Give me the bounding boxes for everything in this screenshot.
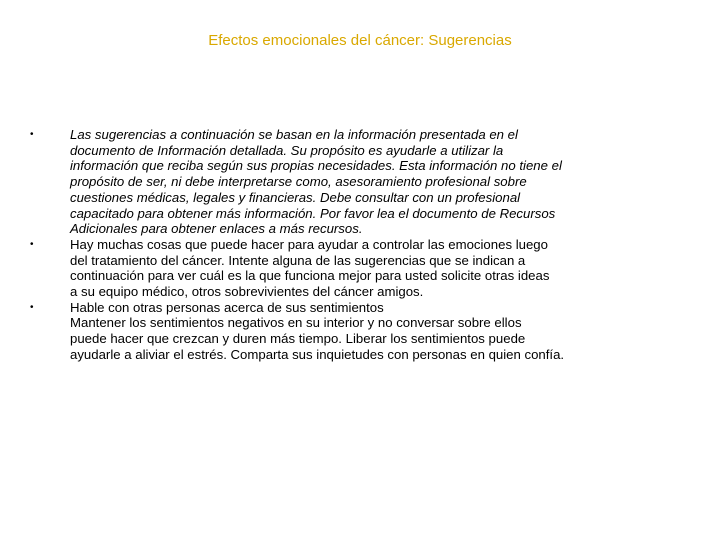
bullet-marker: • [30, 238, 34, 250]
bullet-list [30, 127, 714, 363]
text-line: ayudarle a aliviar el estrés. Comparta sus inquietudes con personas en quien confía. [70, 346, 565, 362]
bullet-item-talk [30, 300, 714, 363]
text-line: a su equipo médico, otros sobrevivientes del cáncer amigos. [70, 284, 424, 300]
bullet-marker: • [30, 301, 34, 313]
text-line: documento de Información detallada. Su propósito es ayudarle a utilizar la [70, 142, 504, 158]
text-line: Adicionales para obtener enlaces a más recursos. [70, 221, 363, 237]
text-line: capacitado para obtener más información. Por favor lea el documento de Recursos [70, 205, 556, 221]
bullet-item-disclaimer [30, 127, 714, 237]
text-line: Hable con otras personas acerca de sus sentimientos [70, 299, 384, 315]
text-line: Hay muchas cosas que puede hacer para ayudar a controlar las emociones luego [70, 236, 548, 252]
text-line: Mantener los sentimientos negativos en su interior y no conversar sobre ellos [70, 315, 522, 331]
bullet-marker: • [30, 129, 34, 140]
text-line: del tratamiento del cáncer. Intente alguna de las sugerencias que se indican a [70, 252, 526, 268]
slide-title: Efectos emocionales del cáncer: Sugerencias [208, 32, 512, 49]
text-line: continuación para ver cuál es la que funciona mejor para usted solicite otras ideas [70, 268, 550, 284]
bullet-item-intro [30, 237, 714, 300]
text-line: Las sugerencias a continuación se basan en la información presentada en el [70, 127, 518, 142]
text-line: propósito de ser, ni debe interpretarse como, asesoramiento profesional sobre [70, 174, 527, 190]
text-line: puede hacer que crezcan y duren más tiempo. Liberar los sentimientos puede [70, 331, 526, 347]
text-line: cuestiones médicas, legales y financieras. Debe consultar con un profesional [70, 189, 521, 205]
text-line: información que reciba según sus propias necesidades. Esta información no tiene el [70, 158, 562, 174]
